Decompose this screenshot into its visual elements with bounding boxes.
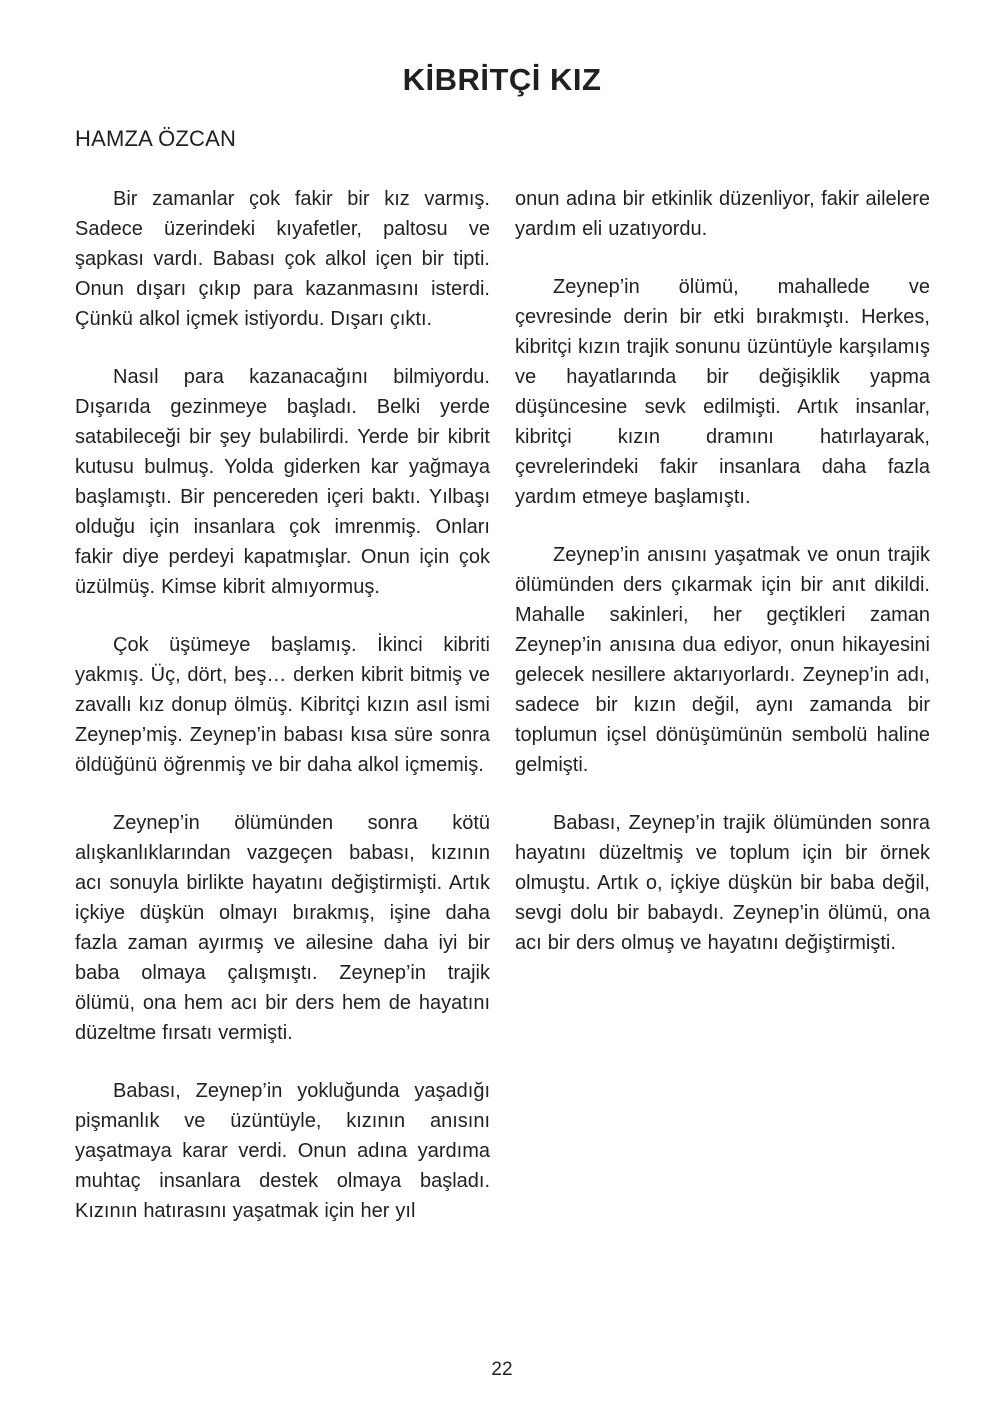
paragraph-continuation: onun adına bir etkinlik düzenliyor, fakir ailelere yardım eli uzatıyordu.: [515, 188, 930, 240]
paragraph: Zeynep’in ölümünden sonra kötü alışkanlıklarından vazgeçen babası, kızının acı sonuyla birlikte hayatını değiştirmişti. Artık içkiye düşkün olmayı bırakmış, işine daha fazla zaman ayırmış ve ailesine daha iyi bir baba olmaya çalışmıştı. Zeynep’in trajik ölümü, ona hem acı bir ders hem de hayatını düzeltme fırsatı vermişti.: [75, 812, 490, 1044]
paragraph: Bir zamanlar çok fakir bir kız varmış. Sadece üzerindeki kıyafetler, paltosu ve şapkası vardı. Babası çok alkol içen bir tipti. Onun dışarı çıkıp para kazanmasını isterdi. Çünkü alkol içmek istiyordu. Dışarı çıktı.: [75, 188, 490, 330]
paragraph: Zeynep’in ölümü, mahallede ve çevresinde derin bir etki bırakmıştı. Herkes, kibritçi kızın trajik sonunu üzüntüyle karşılamış ve hayatlarında bir değişiklik yapma düşüncesine sevk edilmişti. Artık insanlar, kibritçi kızın dramını hatırlayarak, çevrelerindeki fakir insanlara daha fazla yardım etmeye başlamıştı.: [515, 276, 930, 508]
paragraph: Babası, Zeynep’in yokluğunda yaşadığı pişmanlık ve üzüntüyle, kızının anısını yaşatmaya karar verdi. Onun adına yardıma muhtaç insanlara destek olmaya başladı. Kızının hatırasını yaşatmak için her yıl: [75, 1080, 490, 1222]
text-column-left: [75, 184, 490, 1254]
two-column-layout: [75, 184, 930, 1254]
author-name: HAMZA ÖZCAN: [75, 126, 237, 151]
paragraph: Çok üşümeye başlamış. İkinci kibriti yakmış. Üç, dört, beş… derken kibrit bitmiş ve zavallı kız donup ölmüş. Kibritçi kızın asıl ismi Zeynep’miş. Zeynep’in babası kısa süre sonra öldüğünü öğrenmiş ve bir daha alkol içmemiş.: [75, 634, 490, 776]
page-number: 22: [491, 1359, 513, 1380]
paragraph: Nasıl para kazanacağını bilmiyordu. Dışarıda gezinmeye başladı. Belki yerde satabileceği bir şey bulabilirdi. Yerde bir kibrit kutusu bulmuş. Yolda giderken kar yağmaya başlamıştı. Bir pencereden içeri baktı. Yılbaşı olduğu için insanlara çok imrenmiş. Onları fakir diye perdeyi kapatmışlar. Onun için çok üzülmüş. Kimse kibrit almıyormuş.: [75, 366, 490, 598]
paragraph: Zeynep’in anısını yaşatmak ve onun trajik ölümünden ders çıkarmak için bir anıt dikildi. Mahalle sakinleri, her geçtikleri zaman Zeynep’in anısına dua ediyor, onun hikayesini gelecek nesillere aktarıyorlardı. Zeynep’in adı, sadece bir kızın değil, aynı zamanda bir toplumun içsel dönüşümünün sembolü haline gelmişti.: [515, 544, 930, 776]
paragraph: Babası, Zeynep’in trajik ölümünden sonra hayatını düzeltmiş ve toplum için bir örnek olmuştu. Artık o, içkiye düşkün bir baba değil, sevgi dolu bir babaydı. Zeynep’in ölümü, ona acı bir ders olmuş ve hayatını değiştirmişti.: [515, 812, 930, 954]
text-column-right: [515, 184, 930, 1254]
page-title: KİBRİTÇİ KIZ: [402, 62, 602, 97]
